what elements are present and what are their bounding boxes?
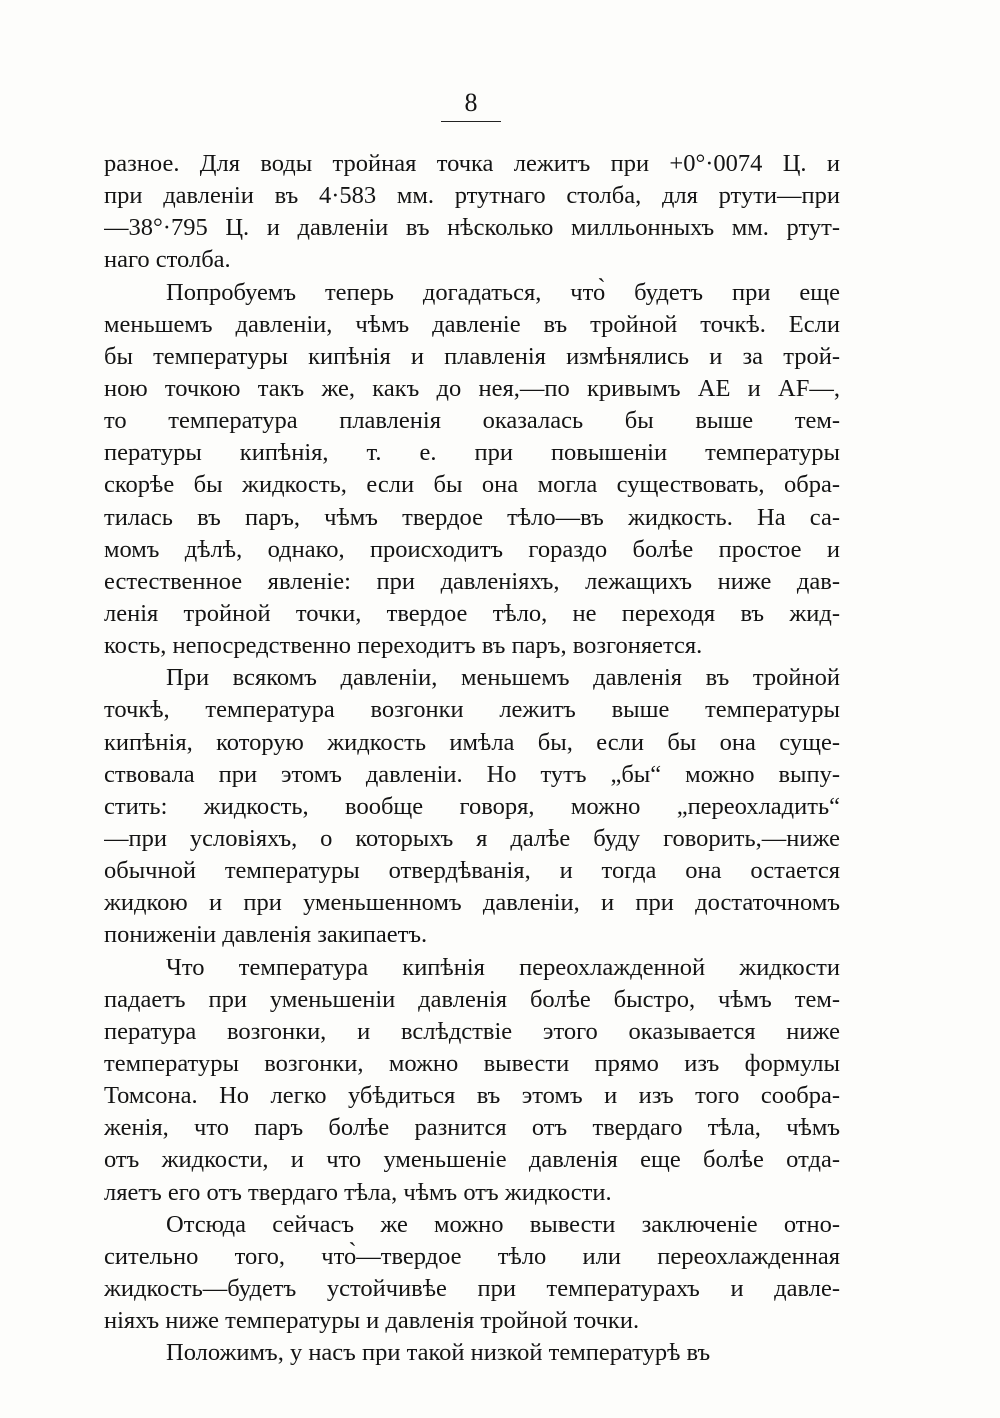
text-line: бы температуры кипѣнія и плавленія измѣнялись и за трой- xyxy=(104,342,840,370)
text-line: При всякомъ давленіи, меньшемъ давленія въ тройной xyxy=(166,664,840,692)
text-line: скорѣе бы жидкость, если бы она могла существовать, обра- xyxy=(104,471,840,499)
text-line: ленія тройной точки, твердое тѣло, не переходя въ жид- xyxy=(104,599,840,627)
text-line: ствовала при этомъ давленіи. Но тутъ „бы“ можно выпу- xyxy=(104,760,840,788)
paragraph xyxy=(104,148,840,277)
text-line: пониженіи давленія закипаетъ. xyxy=(104,921,428,949)
text-line: —38°·795 Ц. и давленіи въ нѣсколько милльонныхъ мм. ртут- xyxy=(104,214,840,242)
text-line: пература возгонки, и вслѣдствіе этого оказывается ниже xyxy=(104,1017,840,1045)
text-line: Что температура кипѣнія переохлажденной жидкости xyxy=(166,953,840,981)
page-number-rule xyxy=(441,121,501,122)
body-text xyxy=(104,148,840,1369)
text-line: женія, что паръ болѣе разнится отъ твердаго тѣла, чѣмъ xyxy=(104,1114,840,1142)
text-line: падаетъ при уменьшеніи давленія болѣе быстро, чѣмъ тем- xyxy=(104,985,840,1013)
text-line: кипѣнія, которую жидкость имѣла бы, если бы она суще- xyxy=(104,728,840,756)
text-line: тилась въ паръ, чѣмъ твердое тѣло—въ жидкость. На са- xyxy=(104,503,840,531)
text-line: естественное явленіе: при давленіяхъ, лежащихъ ниже дав- xyxy=(104,567,840,595)
text-line: стить: жидкость, вообще говоря, можно „переохладить“ xyxy=(104,792,840,820)
text-line: то температура плавленія оказалась бы выше тем- xyxy=(104,407,840,435)
text-line: Попробуемъ теперь догадаться, что̀ будетъ при еще xyxy=(166,278,840,306)
text-line: пературы кипѣнія, т. е. при повышеніи температуры xyxy=(104,439,840,467)
text-line: разное. Для воды тройная точка лежитъ при +0°·0074 Ц. и xyxy=(104,150,840,177)
text-line: ною точкою такъ же, какъ до нея,—по кривымъ AE и AF—, xyxy=(104,374,840,402)
text-line: ляетъ его отъ твердаго тѣла, чѣмъ отъ жидкости. xyxy=(104,1178,612,1206)
text-line: жидкою и при уменьшенномъ давленіи, и при достаточномъ xyxy=(104,889,840,917)
paragraph xyxy=(104,277,840,663)
text-line: ніяхъ ниже температуры и давленія тройной точки. xyxy=(104,1307,640,1335)
text-line: Томсона. Но легко убѣдиться въ этомъ и изъ того сообра- xyxy=(104,1082,840,1110)
paragraph xyxy=(104,1209,840,1338)
text-line: при давленіи въ 4·583 мм. ртутнаго столба, для ртути—при xyxy=(104,182,840,210)
text-line: Положимъ, у насъ при такой низкой температурѣ въ xyxy=(166,1339,711,1367)
page-number: 8 xyxy=(464,88,478,117)
paragraph xyxy=(104,662,840,951)
text-line: точкѣ, температура возгонки лежитъ выше температуры xyxy=(104,696,840,724)
text-line: кость, непосредственно переходитъ въ паръ, возгоняется. xyxy=(104,632,703,660)
text-line: меньшемъ давленіи, чѣмъ давленіе въ тройной точкѣ. Если xyxy=(104,310,840,338)
text-line: Отсюда сейчасъ же можно вывести заключеніе отно- xyxy=(166,1210,840,1238)
paragraph xyxy=(104,1337,840,1369)
text-line: температуры возгонки, можно вывести прямо изъ формулы xyxy=(104,1049,840,1077)
text-line: жидкость—будетъ устойчивѣе при температурахъ и давле- xyxy=(104,1274,840,1302)
text-line: отъ жидкости, и что уменьшеніе давленія еще болѣе отда- xyxy=(104,1146,840,1174)
text-line: обычной температуры отвердѣванія, и тогда она остается xyxy=(104,857,840,885)
paragraph xyxy=(104,952,840,1209)
text-line: момъ дѣлѣ, однако, происходитъ гораздо болѣе простое и xyxy=(104,535,840,563)
text-line: —при условіяхъ, о которыхъ я далѣе буду говорить,—ниже xyxy=(104,824,840,852)
text-line: наго столба. xyxy=(104,246,231,274)
text-line: сительно того, что̀—твердое тѣло или переохлажденная xyxy=(104,1242,840,1270)
